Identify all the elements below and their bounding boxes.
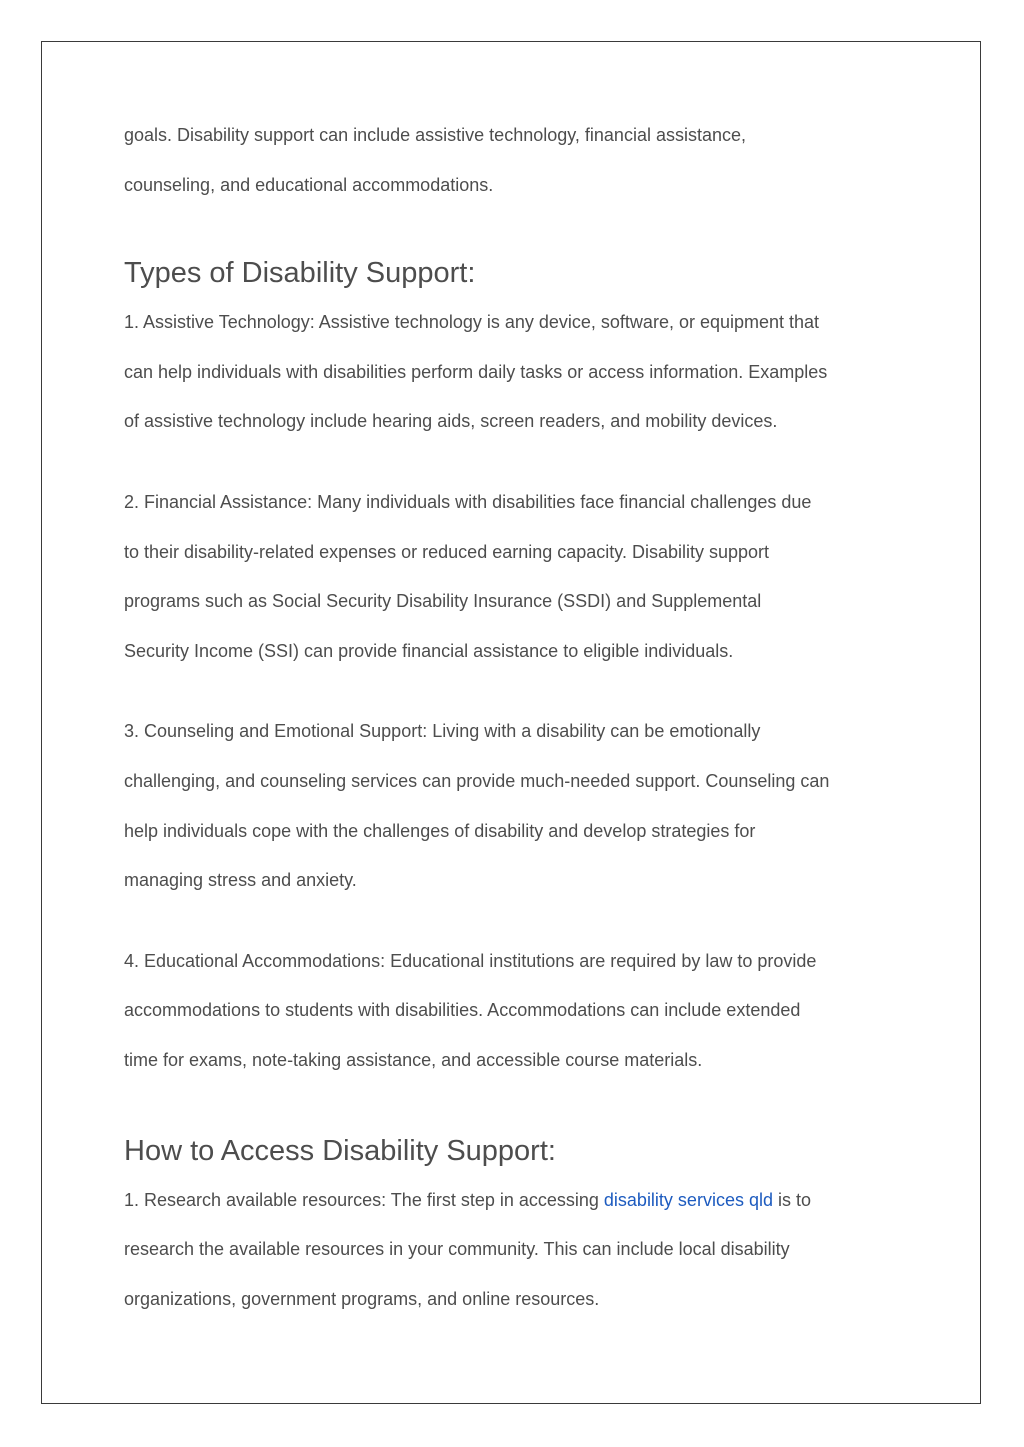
text-line: help individuals cope with the challenges of disability and develop strategies for [124,820,756,841]
text-line: programs such as Social Security Disability Insurance (SSDI) and Supplemental [124,591,762,612]
text-line: Security Income (SSI) can provide financial assistance to eligible individuals. [124,640,734,661]
text-line: 2. Financial Assistance: Many individuals with disabilities face financial challenges due [124,491,812,512]
text-line: goals. Disability support can include assistive technology, financial assistance, [124,125,746,145]
text-line: can help individuals with disabilities perform daily tasks or access information. Examples [124,361,828,382]
text-line: counseling, and educational accommodations. [124,174,494,195]
text-line [124,1176,914,1226]
list-item-assistive-technology [124,298,914,447]
text-line: time for exams, note-taking assistance, and accessible course materials. [124,1049,703,1070]
text-line: to their disability-related expenses or reduced earning capacity. Disability support [124,541,770,562]
text-line: managing stress and anxiety. [124,870,357,891]
text-line: organizations, government programs, and online resources. [124,1288,600,1309]
document-body [124,111,914,1324]
list-item-financial-assistance [124,478,914,676]
disability-services-link[interactable]: disability services qld [603,1189,773,1210]
section-heading-access: How to Access Disability Support: [124,1134,556,1167]
text-line: research the available resources in your community. This can include local disability [124,1239,790,1260]
list-item-counseling [124,707,914,905]
text-line: of assistive technology include hearing aids, screen readers, and mobility devices. [124,411,778,432]
text-line: 3. Counseling and Emotional Support: Living with a disability can be emotionally [124,721,761,742]
text-line: accommodations to students with disabilities. Accommodations can include extended [124,1000,801,1021]
access-list [124,1176,914,1325]
paragraph-spacer [124,676,914,707]
intro-paragraph [124,111,914,210]
text-line: 1. Assistive Technology: Assistive technology is any device, software, or equipment that [124,312,820,333]
text-line: 4. Educational Accommodations: Educational institutions are required by law to provide [124,950,817,971]
list-item-educational-accommodations [124,937,914,1086]
text-fragment: 1. Research available resources: The first step in accessing [124,1189,604,1210]
types-list [124,298,914,1085]
text-fragment: is to [772,1189,811,1210]
paragraph-spacer [124,447,914,478]
section-heading-types: Types of Disability Support: [124,257,476,290]
list-item-research-resources [124,1176,914,1325]
paragraph-spacer [124,906,914,937]
text-line: challenging, and counseling services can provide much-needed support. Counseling can [124,770,830,791]
